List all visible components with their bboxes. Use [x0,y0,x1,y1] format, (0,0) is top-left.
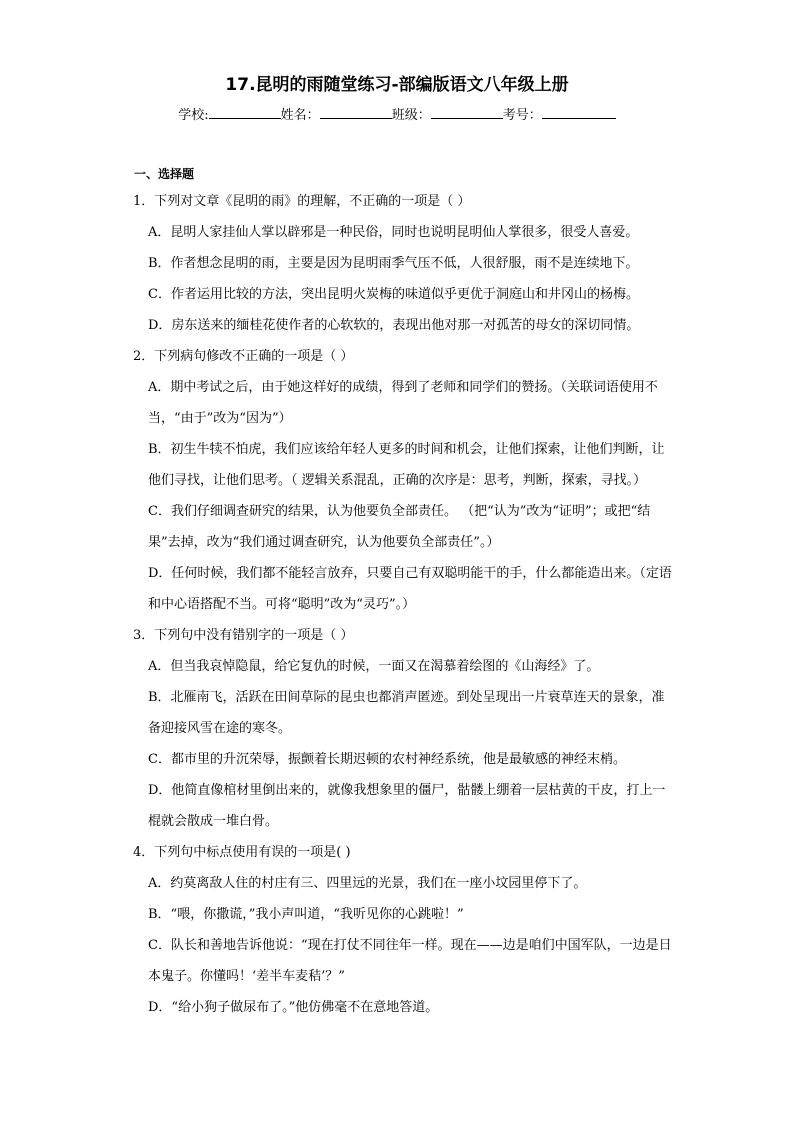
option-d: D．房东送来的缅桂花使作者的心软软的，表现出他对那一对孤苦的母女的深切同情。 [148,318,640,333]
option-b: B．初生牛犊不怕虎，我们应该给年轻人更多的时间和机会，让他们探索，让他们判断，让他们寻找，让他们思考。（ 逻辑关系混乱，正确的次序是：思考，判断，探索，寻找。） [148,442,665,488]
name-blank [320,106,392,119]
option-b: B．作者想念昆明的雨，主要是因为昆明雨季气压不低，人很舒服，雨不是连续地下。 [148,256,639,271]
option-a: A．但当我哀悼隐鼠，给它复仇的时候，一面又在渴慕着绘图的《山海经》了。 [148,659,600,674]
school-label: 学校: [178,108,209,123]
student-info-row [0,104,794,123]
question-stem: 1．下列对文章《昆明的雨》的理解，不正确的一项是（ ） [133,194,471,209]
section-heading: 一、选择题 [134,167,195,181]
option-b: B．“喂，你撒谎，”我小声叫道，“我听见你的心跳啦！” [148,907,464,922]
exam-no-label: 考号： [502,108,542,123]
option-a: A．约莫离敌人住的村庄有三、四里远的光景，我们在一座小坟园里停下了。 [148,876,587,891]
question-stem: 2．下列病句修改不正确的一项是（ ） [133,349,354,364]
school-blank [209,106,281,119]
option-d: D．任何时候，我们都不能轻言放弃，只要自己有双聪明能干的手，什么都能造出来。（定语和中心语搭配不当。可将“聪明”改为“灵巧”。） [148,566,672,612]
question-stem: 4．下列句中标点使用有误的一项是( ) [133,845,351,860]
question-4 [133,837,673,1023]
class-blank [431,106,503,119]
option-c: C．都市里的升沉荣辱，振颤着长期迟顿的农村神经系统，他是最敏感的神经末梢。 [148,752,626,767]
option-c: C．作者运用比较的方法，突出昆明火炭梅的味道似乎更优于洞庭山和井冈山的杨梅。 [148,287,639,302]
exam-no-blank [542,106,616,119]
page-title: 17.昆明的雨随堂练习-部编版语文八年级上册 [225,75,569,95]
option-a: A．期中考试之后，由于她这样好的成绩，得到了老师和同学们的赞扬。（关联词语使用不当，“由于”改为“因为”） [148,380,658,426]
class-label: 班级： [391,108,431,123]
option-c: C．我们仔细调查研究的结果，认为他要负全部责任。 （把“认为”改为“证明”；或把“结果”去掉，改为“我们通过调查研究，认为他要负全部责任”。） [148,504,651,550]
question-list [133,186,673,1023]
question-2 [133,341,673,620]
option-d: D．“给小狗子做尿布了。”他仿佛毫不在意地答道。 [148,1000,439,1015]
option-c: C．队长和善地告诉他说：“现在打仗不同往年一样。现在——边是咱们中国军队，一边是日本鬼子。你懂吗！‘差半车麦秸’？” [148,938,672,984]
question-3 [133,620,673,837]
option-b: B．北雁南飞，活跃在田间草际的昆虫也都消声匿迹。到处呈现出一片衰草连天的景象，准备迎接风雪在途的寒冬。 [148,690,665,736]
question-1 [133,186,673,341]
option-a: A．昆明人家挂仙人掌以辟邪是一种民俗，同时也说明昆明仙人掌很多，很受人喜爱。 [148,225,639,240]
question-stem: 3．下列句中没有错别字的一项是（ ） [133,628,354,643]
option-d: D．他简直像棺材里倒出来的，就像我想象里的僵尸，骷髅上绷着一层枯黄的干皮，打上一棍就会散成一堆白骨。 [148,783,666,829]
name-label: 姓名： [280,108,320,123]
